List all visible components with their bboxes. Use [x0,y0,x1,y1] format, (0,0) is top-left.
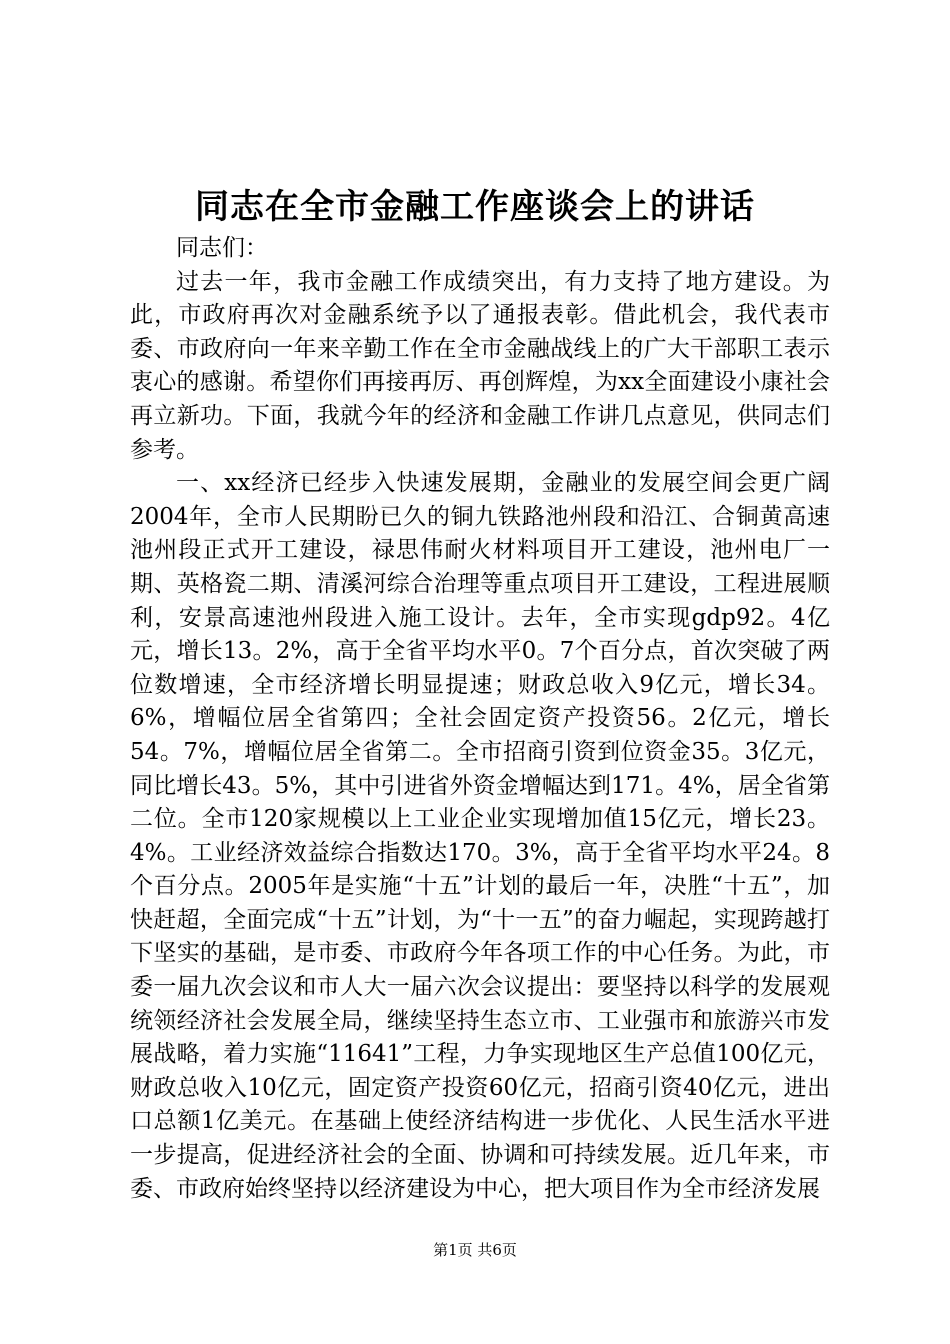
page-number: 第1页 共6页 [433,1241,517,1259]
document-title: 同志在全市金融工作座谈会上的讲话 [195,187,755,227]
paragraph: 一、xx经济已经步入快速发展期，金融业的发展空间会更广阔2004年，全市人民期盼已久的铜九铁路池州段和沿江、合铜黄高速池州段正式开工建设，禄思伟耐火材料项目开工建设，池州电厂一期、英格瓷二期、清溪河综合治理等重点项目开工建设，工程进展顺利，安景高速池州段进入施工设计。去年，全市实现gdp92。4亿元，增长13。2%，高于全省平均水平0。7个百分点，首次突破了两位数增速，全市经济增长明显提速；财政总收入9亿元，增长34。6%，增幅位居全省第四；全社会固定资产投资56。2亿元，增长54。7%，增幅位居全省第二。全市招商引资到位资金35。3亿元，同比增长43。5%，其中引进省外资金增幅达到171。4%，居全省第二位。全市120家规模以上工业企业实现增加值15亿元，增长23。4%。工业经济效益综合指数达170。3%，高于全省平均水平24。8个百分点。2005年是实施“十五”计划的最后一年，决胜“十五”，加快赶超，全面完成“十五”计划，为“十一五”的奋力崛起，实现跨越打下坚实的基础，是市委、市政府今年各项工作的中心任务。为此，市委一届九次会议和市人大一届六次会议提出：要坚持以科学的发展观统领经济社会发展全局，继续坚持生态立市、工业强市和旅游兴市发展战略，着力实施“11641”工程，力争实现地区生产总值100亿元，财政总收入10亿元，固定资产投资60亿元，招商引资40亿元，进出口总额1亿美元。在基础上使经济结构进一步优化、人民生活水平进一步提高，促进经济社会的全面、协调和可持续发展。近几年来，市委、市政府始终坚持以经济建设为中心，把大项目作为全市经济发展 [130,470,830,1202]
document-body [130,232,830,1206]
paragraph: 过去一年，我市金融工作成绩突出，有力支持了地方建设。为此，市政府再次对金融系统予以了通报表彰。借此机会，我代表市委、市政府向一年来辛勤工作在全市金融战线上的广大干部职工表示衷心的感谢。希望你们再接再厉、再创辉煌，为xx全面建设小康社会再立新功。下面，我就今年的经济和金融工作讲几点意见，供同志们参考。 [130,268,830,463]
salutation: 同志们： [176,235,268,261]
